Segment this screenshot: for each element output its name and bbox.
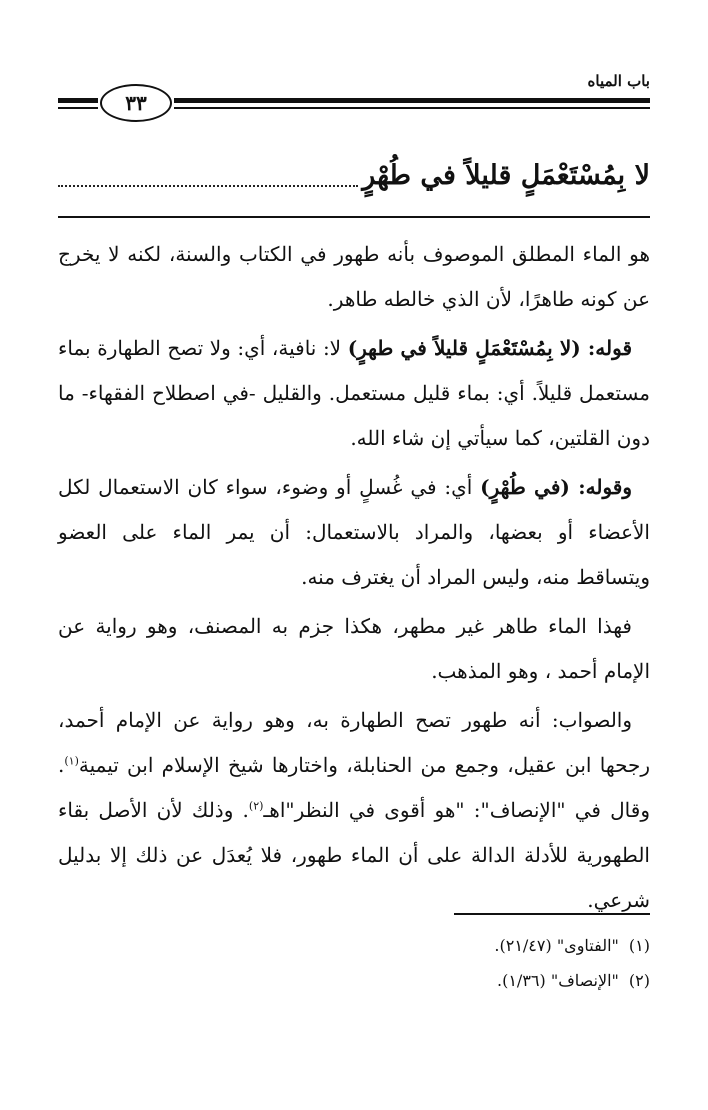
body-text [58, 232, 650, 927]
section-heading-title: لا بِمُسْتَعْمَلٍ قليلاً في طُهْرٍ [362, 160, 650, 191]
paragraph-text: أي: في غُسلٍ أو وضوء، سواء كان الاستعمال لكل الأعضاء أو بعضها، والمراد بالاستعمال: أن يمر الماء على العضو ويتساقط منه، وليس المراد أن يغترف منه. [58, 475, 650, 589]
paragraph [58, 604, 650, 694]
paragraph-text: لا: نافية، أي: ولا تصح الطهارة بماء مستعمل قليلاً. أي: بماء قليل مستعمل. والقليل -في اصطلاح الفقهاء- ما دون القلتين، كما سيأتي إن شاء الله. [58, 336, 650, 450]
paragraph [58, 698, 650, 923]
paragraph-text: هو الماء المطلق الموصوف بأنه طهور في الكتاب والسنة، لكنه لا يخرج عن كونه طاهرًا، لأن الذي خالطه طاهر. [58, 242, 650, 311]
paragraph-text: والصواب: أنه طهور تصح الطهارة به، وهو رواية عن الإمام أحمد، رجحها ابن عقيل، وجمع من الحنابلة، واختارها شيخ الإسلام ابن تيمية [58, 708, 650, 777]
footnote-text: "الفتاوى" (٢١/٤٧). [494, 936, 619, 955]
header-rule-thin [174, 107, 650, 109]
page-number [100, 84, 172, 122]
footnote-number: (٢) [628, 971, 650, 990]
paragraph-lead: وقوله: (في طُهْرٍ) [480, 475, 632, 499]
running-title: باب المياه [587, 72, 650, 90]
header-rule-thick [174, 98, 650, 103]
paragraph-text: . وذلك لأن الأصل بقاء الطهورية للأدلة الدالة على أن الماء طهور، فلا يُعدَل عن ذلك إلا بدليل شرعي. [58, 798, 650, 912]
footnote-rule [454, 913, 650, 915]
paragraph [58, 232, 650, 322]
heading-dot-leader [58, 185, 358, 187]
footnote-text: "الإنصاف" (١/٣٦). [497, 971, 619, 990]
footnote-item [58, 928, 650, 963]
paragraph-text: فهذا الماء طاهر غير مطهر، هكذا جزم به المصنف، وهو رواية عن الإمام أحمد ، وهو المذهب. [58, 614, 650, 683]
footnote-number: (١) [628, 936, 650, 955]
paragraph-text: . وقال في "الإنصاف": "هو أقوى في النظر"اهـ [58, 753, 650, 822]
paragraph [58, 465, 650, 600]
page-number-text: ٣٣ [125, 91, 147, 115]
heading-rule [58, 216, 650, 218]
header-rule-left-thick [58, 98, 98, 103]
paragraph-lead: قوله: (لا بِمُسْتَعْمَلٍ قليلاً في طهرٍ) [347, 336, 633, 360]
footnote-ref[interactable]: (٢) [248, 799, 264, 813]
footnotes [58, 928, 650, 998]
section-heading [58, 150, 650, 196]
footnote-item [58, 963, 650, 998]
paragraph [58, 326, 650, 461]
header-rule-left-thin [58, 107, 98, 109]
footnote-ref[interactable]: (١) [64, 754, 79, 768]
